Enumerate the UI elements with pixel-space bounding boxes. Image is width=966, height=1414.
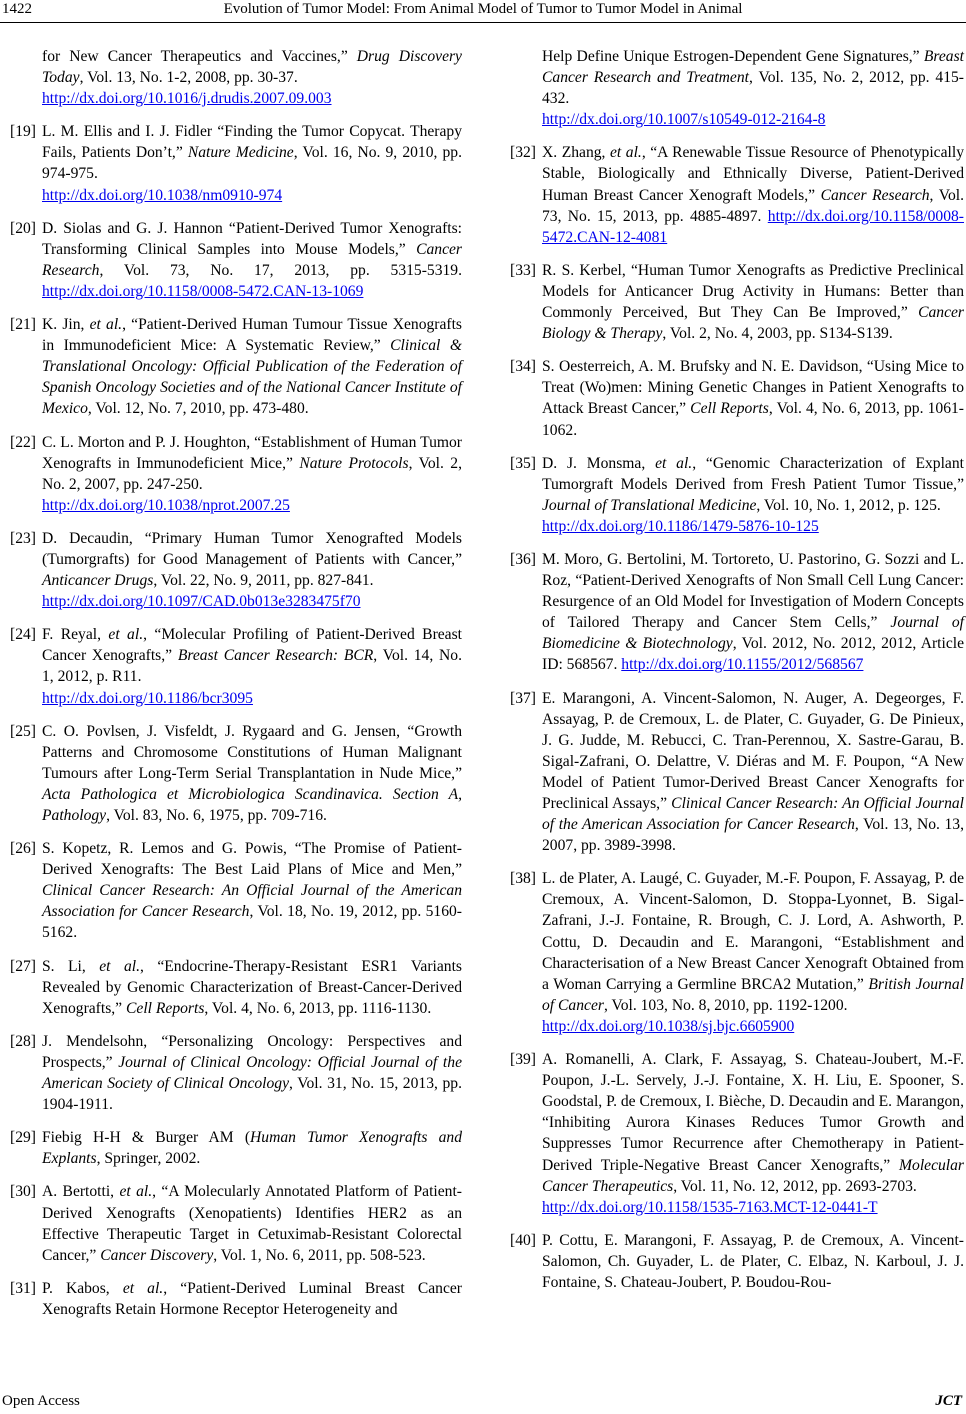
journal-name: Clinical Cancer Research: An Official Journal of the American Association for Cancer Research <box>42 882 462 921</box>
reference-text <box>542 549 964 676</box>
reference-text <box>42 1031 462 1115</box>
ref-authors-title: S. Kopetz, R. Lemos and G. Powis, “The Promise of Patient-Derived Xenografts: The Best Laid Plans of Mice and Men,” <box>42 840 462 879</box>
reference-item <box>10 838 462 943</box>
journal-name: Cancer Discovery <box>100 1246 214 1264</box>
reference-number: [19] <box>10 123 36 141</box>
ref-details: , Vol. 2, No. 2, 2007, pp. 247-250. <box>42 454 462 493</box>
reference-text <box>42 956 462 1019</box>
reference-item <box>10 218 462 302</box>
ref-details: , Vol. 18, No. 19, 2012, pp. 5160-5162. <box>42 903 462 942</box>
reference-number: [28] <box>10 1032 36 1050</box>
ref-details: , Vol. 13, No. 1-2, 2008, pp. 30-37. <box>79 69 298 87</box>
ref-authors-title: F. Reyal, <box>42 626 109 644</box>
journal-name: Molecular Cancer Therapeutics <box>542 1156 964 1195</box>
ref-details: , Vol. 2, No. 4, 2003, pp. S134-S139. <box>662 325 893 343</box>
reference-continuation <box>510 46 964 130</box>
reference-number: [30] <box>10 1183 36 1201</box>
journal-name: Human Tumor Xenografts and Explants <box>42 1129 462 1168</box>
reference-item <box>510 453 964 537</box>
doi-link[interactable]: http://dx.doi.org/10.1038/nprot.2007.25 <box>42 496 290 514</box>
ref-details: , Vol. 103, No. 8, 2010, pp. 1192-1200. <box>603 996 848 1014</box>
ref-authors-title: X. Zhang, <box>542 144 610 162</box>
ref-title: , “A Renewable Tissue Resource of Phenotypically Stable, Biologically and Ethnically Diverse, Patient-Derived Human Breast Cancer Xenograft Models,” <box>542 144 964 204</box>
et-al: et al. <box>108 626 144 644</box>
reference-text <box>42 1181 462 1265</box>
doi-link[interactable]: http://dx.doi.org/10.1158/1535-7163.MCT-12-0441-T <box>542 1198 878 1216</box>
doi-link[interactable]: http://dx.doi.org/10.1186/bcr3095 <box>42 689 253 707</box>
reference-text <box>42 432 462 516</box>
reference-item <box>510 1230 964 1293</box>
journal-name: Journal of Clinical Oncology: Official Journal of the American Society of Clinical Oncology <box>42 1053 462 1093</box>
reference-number: [38] <box>510 870 536 888</box>
reference-text <box>542 356 964 440</box>
reference-text <box>542 1230 964 1293</box>
reference-item <box>10 721 462 826</box>
reference-item <box>510 868 964 1037</box>
doi-link[interactable]: http://dx.doi.org/10.1097/CAD.0b013e3283475f70 <box>42 593 361 611</box>
ref-authors-title: S. Oesterreich, A. M. Brufsky and N. E. Davidson, “Using Mice to Treat (Wo)men: Mining Genetic Changes in Patient Xenografts to Attack Breast Cancer,” <box>542 358 964 418</box>
reference-number: [37] <box>510 689 536 707</box>
reference-item <box>10 1278 462 1320</box>
reference-text <box>542 260 964 344</box>
header-rule <box>0 22 966 23</box>
doi-link[interactable]: http://dx.doi.org/10.1158/0008-5472.CAN-12-4081 <box>542 207 964 246</box>
ref-title: , “Molecular Profiling of Patient-Derived Breast Cancer Xenografts,” <box>42 626 463 665</box>
reference-number: [36] <box>510 550 536 568</box>
reference-text <box>10 46 462 109</box>
journal-name: Anticancer Drugs <box>42 572 154 590</box>
reference-item <box>510 1049 964 1218</box>
ref-title: , “Endocrine-Therapy-Resistant ESR1 Variants Revealed by Genomic Characterization of Breast-Cancer-Derived Xenografts,” <box>42 957 462 1017</box>
ref-details: , Springer, 2002. <box>96 1150 201 1168</box>
reference-item <box>10 1181 462 1265</box>
ref-details: , Vol. 1, No. 6, 2011, pp. 508-523. <box>213 1246 426 1264</box>
doi-link[interactable]: http://dx.doi.org/10.1016/j.drudis.2007.09.003 <box>42 90 332 108</box>
page-header <box>0 0 966 22</box>
journal-name: Cell Reports <box>690 400 769 418</box>
ref-title: , “Genomic Characterization of Explant Tumorgraft Models Derived from Fresh Patient Tumor Tissue,” <box>542 454 964 493</box>
journal-name: Cancer Research <box>820 186 930 204</box>
ref-details: , Vol. 16, No. 9, 2010, pp. 974-975. <box>42 144 463 183</box>
journal-name: British Journal of Cancer <box>542 975 964 1014</box>
journal-name: Nature Protocols <box>299 454 409 472</box>
ref-details: , Vol. 135, No. 2, 2012, pp. 415-432. <box>542 69 964 108</box>
reference-item <box>510 688 964 857</box>
reference-number: [24] <box>10 626 36 644</box>
reference-item <box>510 142 964 247</box>
page-number: 1422 <box>2 1 32 17</box>
ref-details: , Vol. 11, No. 12, 2012, pp. 2693-2703. <box>673 1177 917 1195</box>
reference-text <box>542 142 964 247</box>
reference-number: [33] <box>510 261 536 279</box>
reference-number: [27] <box>10 957 36 975</box>
ref-details: , Vol. 22, No. 9, 2011, pp. 827-841. <box>153 572 374 590</box>
ref-authors-title: K. Jin, <box>42 316 90 334</box>
reference-item <box>510 356 964 440</box>
left-column <box>10 46 462 1332</box>
ref-authors-title: P. Cottu, E. Marangoni, F. Assayag, P. de Cremoux, A. Vincent-Salomon, Ch. Guyader, L. de Plater, C. Elbaz, N. Karboul, J. J. Fontaine, S. Chateau-Joubert, P. Boudou-Rou- <box>542 1231 964 1291</box>
ref-authors-title: C. L. Morton and P. J. Houghton, “Establishment of Human Tumor Xenografts in Immunodeficient Mice,” <box>42 433 462 472</box>
reference-text <box>42 528 462 612</box>
doi-link[interactable]: http://dx.doi.org/10.1155/2012/568567 <box>621 656 864 674</box>
ref-details: , Vol. 2012, No. 2012, 2012, Article ID: 568567. <box>542 635 964 674</box>
reference-number: [26] <box>10 840 36 858</box>
reference-item <box>510 260 964 344</box>
reference-text <box>42 624 462 708</box>
ref-details: , Vol. 14, No. 1, 2012, p. R11. <box>42 647 462 686</box>
page-footer <box>0 1393 966 1414</box>
ref-authors-title: L. M. Ellis and I. J. Fidler “Finding the Tumor Copycat. Therapy Fails, Patients Don’t,” <box>42 123 462 162</box>
journal-name: Cell Reports <box>126 999 205 1017</box>
doi-link[interactable]: http://dx.doi.org/10.1158/0008-5472.CAN-13-1069 <box>42 282 364 300</box>
ref-authors-title: D. Decaudin, “Primary Human Tumor Xenografted Models (Tumorgrafts) for Good Management of Patients with Cancer,” <box>42 529 462 568</box>
ref-details: , Vol. 73, No. 15, 2013, pp. 4885-4897. <box>542 186 965 225</box>
reference-text <box>42 314 462 419</box>
et-al: et al. <box>119 1183 153 1201</box>
doi-link[interactable]: http://dx.doi.org/10.1186/1479-5876-10-125 <box>542 517 819 535</box>
journal-name: Breast Cancer Research: BCR <box>177 647 374 665</box>
ref-details: , Vol. 10, No. 1, 2012, p. 125. <box>756 496 941 514</box>
reference-number: [40] <box>510 1231 536 1249</box>
journal-name: Cancer Research <box>42 240 462 279</box>
reference-number: [39] <box>510 1051 536 1069</box>
reference-text <box>542 688 964 857</box>
ref-authors-title: M. Moro, G. Bertolini, M. Tortoreto, U. Pastorino, G. Sozzi and L. Roz, “Patient-Derived Xenografts of Non Small Cell Lung Cancer: Resurgence of an Old Model for Investigation of Modern Concepts of Tailored Therapy and Cancer Stem Cells,” <box>542 550 964 632</box>
ref-details: , Vol. 12, No. 7, 2010, pp. 473-480. <box>87 400 309 418</box>
journal-name: Clinical & Translational Oncology: Official Publication of the Federation of Spanish Oncology Societies and of the National Cancer Institute of Mexico <box>42 337 462 418</box>
ref-authors-title: D. J. Monsma, <box>542 454 656 472</box>
reference-item <box>10 956 462 1019</box>
doi-link[interactable]: http://dx.doi.org/10.1007/s10549-012-2164-8 <box>542 111 826 129</box>
journal-name: Acta Pathologica et Microbiologica Scandinavica. Section A, Pathology <box>42 785 462 824</box>
ref-authors-title: Help Define Unique Estrogen-Dependent Gene Signatures,” <box>542 48 924 65</box>
ref-authors-title: C. O. Povlsen, J. Visfeldt, J. Rygaard and G. Jensen, “Growth Patterns and Chromosome Constitutions of Human Malignant Tumours after Long-Term Serial Transplantation in Nude Mice,” <box>42 722 462 782</box>
reference-number: [25] <box>10 722 36 740</box>
journal-name: Drug Discovery Today <box>42 48 462 87</box>
reference-number: [20] <box>10 219 36 237</box>
ref-authors-title: for New Cancer Therapeutics and Vaccines,” <box>42 48 357 65</box>
ref-details: , Vol. 83, No. 6, 1975, pp. 709-716. <box>106 807 327 824</box>
reference-text <box>42 1127 462 1169</box>
open-access-label: Open Access <box>2 1393 80 1409</box>
reference-item <box>10 121 462 205</box>
ref-authors-title: A. Romanelli, A. Clark, F. Assayag, S. Chateau-Joubert, M.-F. Poupon, J.-L. Servely, J.-J. Fontaine, X. H. Liu, E. Spooner, S. Goodstal, P. de Cremoux, I. Bièche, D. Decaudin and E. Marangon, “Inhibiting Aurora Kinases Reduces Tumor Growth and Suppresses Tumor Recurrence after Chemotherapy in Patient-Derived Triple-Negative Breast Cancer Xenografts,” <box>542 1051 964 1174</box>
reference-item <box>10 528 462 612</box>
ref-details: , Vol. 4, No. 6, 2013, pp. 1061-1062. <box>542 400 964 439</box>
reference-item <box>10 314 462 419</box>
ref-authors-title: S. Li, <box>42 957 100 975</box>
reference-number: [29] <box>10 1129 36 1147</box>
ref-authors-title: J. Mendelsohn, “Personalizing Oncology: Perspectives and Prospects,” <box>42 1032 462 1071</box>
ref-authors-title: E. Marangoni, A. Vincent-Salomon, N. Auger, A. Degeorges, F. Assayag, P. de Cremoux, L. de Plater, C. Guyader, G. De Pinieux, J. G. Judde, M. Rebucci, C. Tran-Perennou, X. Sastre-Garau, B. Sigal-Zafrani, O. Delattre, V. Diéras and M. F. Poupon, “A New Model of Patient Tumor-Derived Breast Cancer Xenografts for Preclinical Assays,” <box>542 689 964 812</box>
ref-authors-title: L. de Plater, A. Laugé, C. Guyader, M.-F. Poupon, F. Assayag, P. de Cremoux, A. Vincent-Salomon, D. Stoppa-Lyonnet, B. Sigal-Zafrani, J.-J. Fontaine, R. Brough, C. J. Lord, A. Ashworth, P. Cottu, D. Decaudin and E. Marangoni, “Establishment and Characterisation of a New Breast Cancer Xenograft Obtained from a Woman Carrying a Germline BRCA2 Mutation,” <box>542 870 964 993</box>
journal-name: Clinical Cancer Research: An Official Journal of the American Association for Cancer Research <box>542 795 964 834</box>
reference-item <box>10 1031 462 1115</box>
right-column <box>510 46 964 1305</box>
reference-text <box>542 453 964 537</box>
reference-number: [31] <box>10 1279 36 1297</box>
reference-text <box>42 721 462 826</box>
ref-authors-title: D. Siolas and G. J. Hannon “Patient-Derived Tumor Xenografts: Transforming Clinical Samples into Mouse Models,” <box>42 219 462 258</box>
reference-continuation <box>10 46 462 109</box>
et-al: et al. <box>122 1279 164 1297</box>
reference-item <box>10 432 462 516</box>
journal-name: Journal of Biomedicine & Biotechnology <box>542 614 965 653</box>
ref-authors-title: Fiebig H-H & Burger AM ( <box>42 1129 251 1147</box>
et-al: et al. <box>89 316 123 334</box>
journal-name: Breast Cancer Research and Treatment <box>542 48 964 87</box>
reference-number: [23] <box>10 529 36 547</box>
reference-item <box>510 549 964 676</box>
reference-text <box>42 218 462 302</box>
et-al: et al. <box>609 144 642 162</box>
reference-text <box>42 838 462 943</box>
journal-name: Journal of Translational Medicine <box>542 496 757 514</box>
reference-item <box>10 1127 462 1169</box>
ref-details: , Vol. 13, No. 13, 2007, pp. 3989-3998. <box>542 816 964 855</box>
ref-authors-title: P. Kabos, <box>42 1279 123 1297</box>
ref-title: , “A Molecularly Annotated Platform of Patient-Derived Xenografts (Xenopatients) Identifies HER2 as an Effective Therapeutic Target in Cetuximab-Resistant Colorectal Cancer,” <box>42 1183 463 1264</box>
reference-item <box>10 624 462 708</box>
doi-link[interactable]: http://dx.doi.org/10.1038/nm0910-974 <box>42 186 283 204</box>
journal-name: Cancer Biology & Therapy <box>542 304 964 343</box>
ref-details: , Vol. 31, No. 15, 2013, pp. 1904-1911. <box>42 1075 462 1114</box>
reference-text <box>42 1278 462 1320</box>
reference-text <box>510 46 964 130</box>
et-al: et al. <box>99 957 140 975</box>
running-title: Evolution of Tumor Model: From Animal Model of Tumor to Tumor Model in Animal <box>223 1 743 17</box>
ref-details: , Vol. 4, No. 6, 2013, pp. 1116-1130. <box>204 999 432 1017</box>
ref-authors-title: A. Bertotti, <box>42 1183 120 1201</box>
reference-text <box>542 868 964 1037</box>
ref-title: , “Patient-Derived Human Tumour Tissue Xenografts in Immunodeficient Mice: A Systematic Review,” <box>42 316 463 355</box>
ref-authors-title: R. S. Kerbel, “Human Tumor Xenografts as Predictive Preclinical Models for Anticancer Drug Activity in Humans: Better than Commonly Perceived, But They Can Be Improved,” <box>542 261 964 322</box>
et-al: et al. <box>655 454 693 472</box>
reference-number: [22] <box>10 433 36 451</box>
reference-text <box>542 1049 964 1218</box>
ref-details: , Vol. 73, No. 17, 2013, pp. 5315-5319. <box>99 261 462 279</box>
reference-number: [35] <box>510 454 536 472</box>
reference-number: [21] <box>10 316 36 334</box>
reference-text <box>42 121 462 205</box>
doi-link[interactable]: http://dx.doi.org/10.1038/sj.bjc.6605900 <box>542 1017 795 1035</box>
ref-title: , “Patient-Derived Luminal Breast Cancer Xenografts Retain Hormone Receptor Heterogeneity and <box>42 1279 462 1318</box>
journal-name: Nature Medicine <box>187 144 294 162</box>
reference-number: [34] <box>510 358 536 376</box>
journal-abbrev: JCT <box>935 1393 962 1409</box>
reference-number: [32] <box>510 144 536 162</box>
